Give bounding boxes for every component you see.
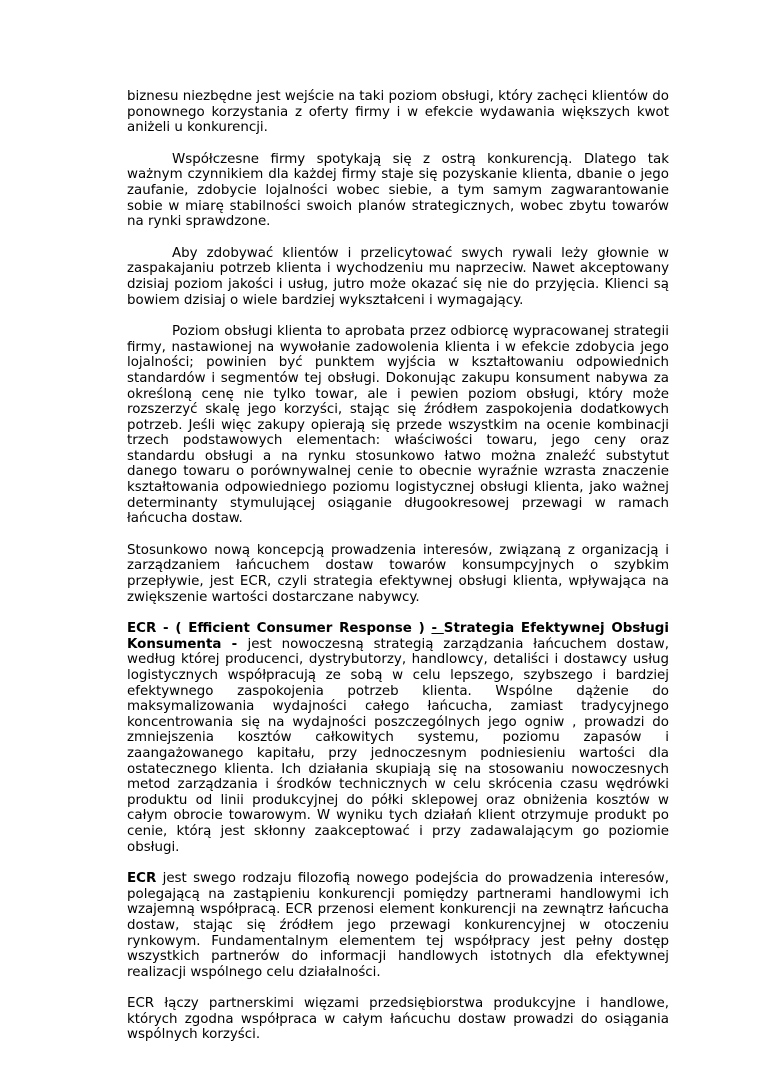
- paragraph-3: [127, 246, 669, 308]
- ecr-heading: ECR - ( Efficient Consumer Response ): [127, 621, 432, 637]
- paragraph-1-text: biznesu niezbędne jest wejście na taki poziom obsługi, który zachęci klientów do ponownego korzystania z oferty firmy i w efekcie wydawania większych kwot aniżeli u konkurencji.: [127, 89, 669, 136]
- paragraph-6-text: jest nowoczesną strategią zarządzania łańcuchem dostaw, według której producenci, dystrybutorzy, handlowcy, detaliści i dostawcy usług logistycznych współpracują ze sobą w celu lepszego, szybszego i bardziej efektywnego zaspokojenia potrzeb klienta. Wspólne dążenie do maksymalizowania wydajności całego łańcucha, zamiast tradycyjnego koncentrowania się na wydajności poszczególnych jego ogniw , prowadzi do zmniejszenia kosztów całkowitych systemu, poziomu zapasów i zaangażowanego kapitału, przy jednoczesnym podniesieniu wartości dla ostatecznego klienta. Ich działania skupiają się na stosowaniu nowoczesnych metod zarządzania i środków technicznych w celu skrócenia czasu wędrówki produktu od linii produkcyjnej do półki sklepowej oraz obniżenia kosztów w całym obrocie towarowym. W wyniku tych działań klient otrzymuje produkt po cenie, którą jest skłonny zaakceptować i przy zadawalającym go poziomie obsługi.: [127, 636, 669, 855]
- ecr-heading-dash: -: [431, 621, 444, 637]
- ecr-lead: ECR: [127, 871, 157, 887]
- paragraph-8: [127, 996, 669, 1043]
- paragraph-3-text: Aby zdobywać klientów i przelicytować swych rywali leży głownie w zaspakajaniu potrzeb klienta i wychodzeniu mu naprzeciw. Nawet akceptowany dzisiaj poziom jakości i usług, jutro może okazać się nie do przyjęcia. Klienci są bowiem dzisiaj o wiele bardziej wykształceni i wymagający.: [127, 245, 669, 308]
- paragraph-5: [127, 543, 669, 605]
- paragraph-7-text: jest swego rodzaju filozofią nowego podejścia do prowadzenia interesów, polegającą na zastąpieniu konkurencji pomiędzy partnerami handlowymi ich wzajemną współpracą. ECR przenosi element konkurencji na zewnątrz łańcucha dostaw, stając się źródłem jego przewagi konkurencyjnej w otoczeniu rynkowym. Fundamentalnym elementem tej współpracy jest pełny dostęp wszystkich partnerów do informacji handlowych istotnych dla efektywnej realizacji wspólnego celu działalności.: [127, 871, 669, 980]
- paragraph-4-text: Poziom obsługi klienta to aprobata przez odbiorcę wypracowanej strategii firmy, nastawionej na wywołanie zadowolenia klienta i w efekcie zdobycia jego lojalności; powinien być punktem wyjścia w kształtowaniu odpowiednich standardów i segmentów tej obsługi. Dokonując zakupu konsument nabywa za określoną cenę nie tylko towar, ale i pewien poziom obsługi, który może rozszerzyć skalę jego korzyści, stając się źródłem zaspokojenia dodatkowych potrzeb. Jeśli więc zakupy opierają się przede wszystkim na ocenie kombinacji trzech podstawowych elementach: właściwości towaru, jego ceny oraz standardu obsługi a na rynku stosunkowo łatwo można znaleźć substytut danego towaru o porównywalnej cenie to obecnie wyraźnie wzrasta znaczenie kształtowania odpowiedniego poziomu logistycznej obsługi klienta, jako ważnej determinanty stymulującej osiąganie długookresowej przewagi w ramach łańcucha dostaw.: [127, 324, 669, 527]
- paragraph-ecr-definition: [127, 621, 669, 855]
- paragraph-ecr-philosophy: [127, 871, 669, 980]
- paragraph-2-text: Współczesne firmy spotykają się z ostrą konkurencją. Dlatego tak ważnym czynnikiem dla każdej firmy staje się pozyskanie klienta, dbanie o jego zaufanie, zdobycie lojalności wobec siebie, a tym samym zagwarantowanie sobie w miarę stabilności swoich planów strategicznych, wobec zbytu towarów na rynki sprawdzone.: [127, 151, 669, 230]
- paragraph-2: [127, 152, 669, 230]
- paragraph-1: [127, 89, 669, 136]
- paragraph-8-text: ECR łączy partnerskimi więzami przedsiębiorstwa produkcyjne i handlowe, których zgodna współpraca w całym łańcuchu dostaw prowadzi do osiągania wspólnych korzyści.: [127, 996, 669, 1043]
- ecr-title: Strategia Efektywnej Obsługi Konsumenta -: [127, 621, 669, 652]
- paragraph-4: [127, 324, 669, 527]
- document-page: [127, 89, 669, 1059]
- paragraph-5-text: Stosunkowo nową koncepcją prowadzenia interesów, związaną z organizacją i zarządzaniem łańcuchem dostaw towarów konsumpcyjnych o szybkim przepływie, jest ECR, czyli strategia efektywnej obsługi klienta, wpływająca na zwiększenie wartości dostarczane nabywcy.: [127, 542, 669, 605]
